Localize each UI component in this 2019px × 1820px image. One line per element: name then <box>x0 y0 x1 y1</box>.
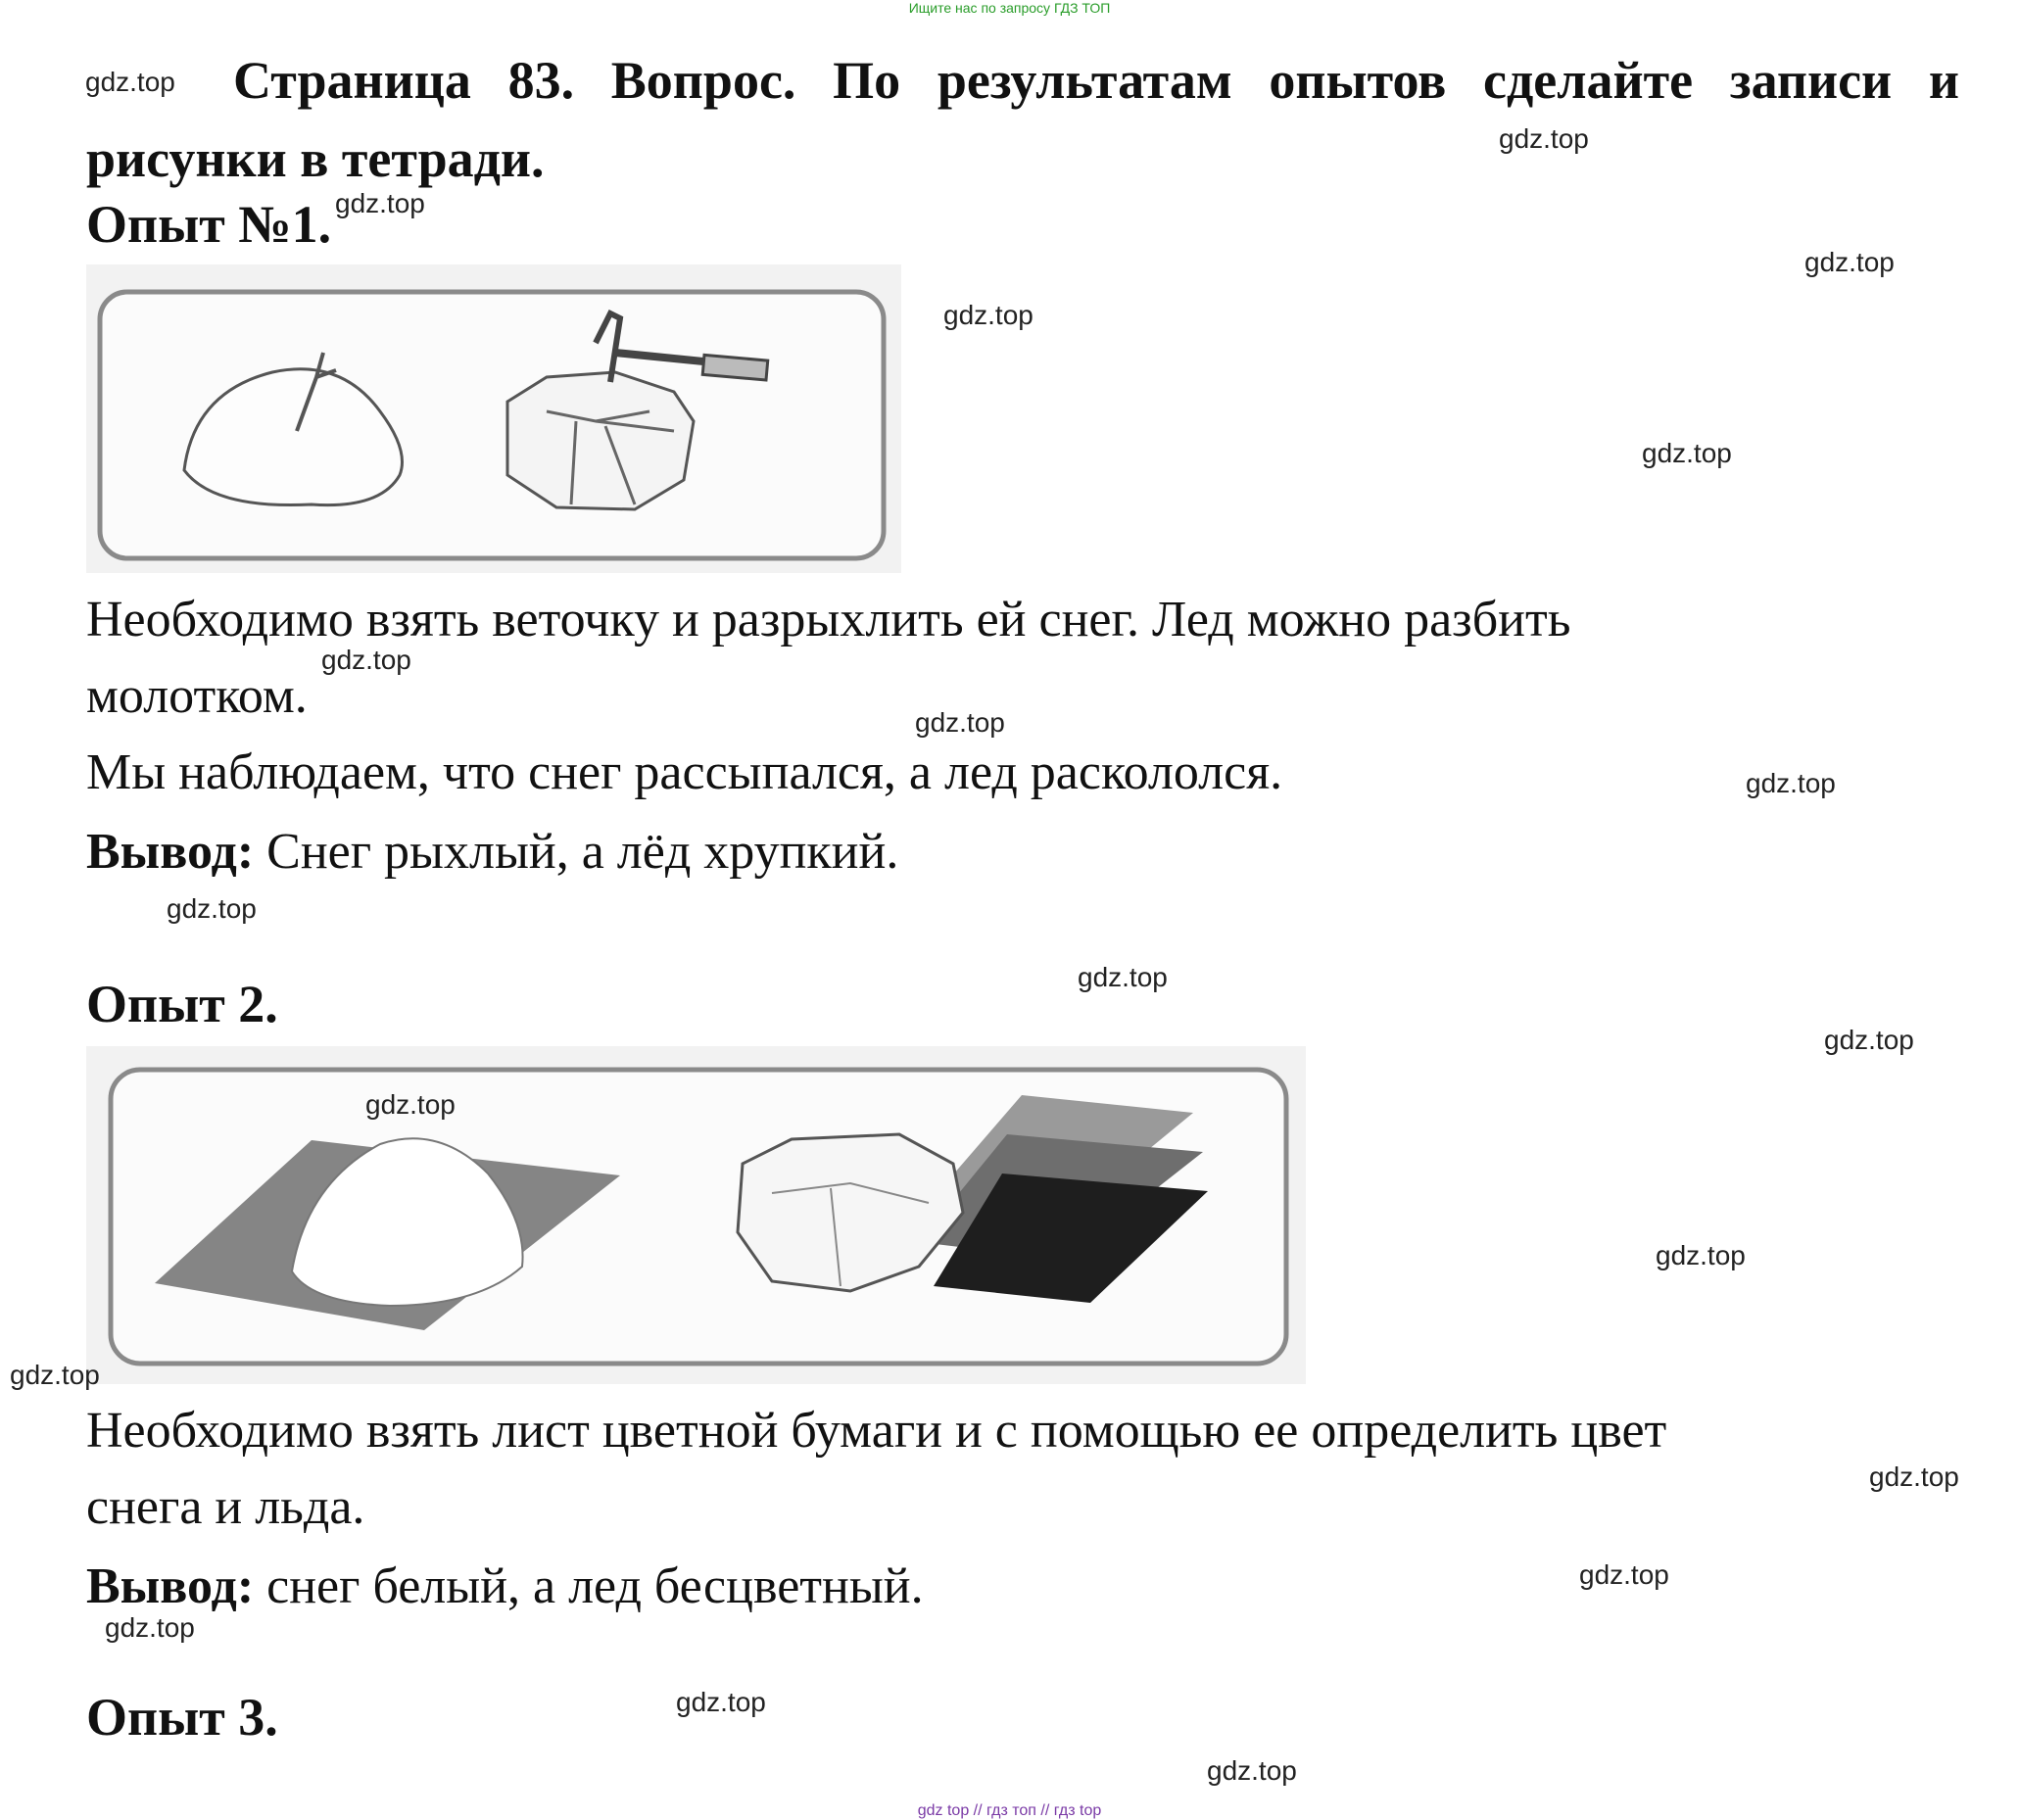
watermark: gdz.top <box>1869 1461 1959 1492</box>
top-banner[interactable]: Ищите нас по запросу ГДЗ ТОП <box>908 0 1111 16</box>
footer-links <box>0 1802 2019 1820</box>
watermark: gdz.top <box>167 893 257 924</box>
experiment-1-text: Необходимо взять веточку и разрыхлить ей снег. Лед можно разбить <box>86 592 1571 647</box>
footer-separator: // <box>1040 1802 1050 1819</box>
footer-link[interactable]: gdz top <box>917 1802 970 1819</box>
conclusion-label: Вывод: <box>86 1558 255 1614</box>
experiment-2-text-cont: снега и льда. <box>86 1479 365 1535</box>
watermark: gdz.top <box>10 1360 100 1390</box>
page-title: Страница 83. Вопрос. По результатам опытов сделайте записи и рисунки в тетради. <box>86 51 1959 188</box>
experiment-1-observation: Мы наблюдаем, что снег рассыпался, а лед раскололся. <box>86 744 1283 800</box>
experiment-1-heading: Опыт №1. <box>86 195 332 254</box>
watermark: gdz.top <box>676 1687 766 1717</box>
experiment-2-text: Необходимо взять лист цветной бумаги и с помощью ее определить цвет <box>86 1403 1667 1459</box>
conclusion-text: Снег рыхлый, а лёд хрупкий. <box>254 824 899 880</box>
watermark: gdz.top <box>1499 123 1589 154</box>
watermark: gdz.top <box>1656 1240 1746 1270</box>
watermark: gdz.top <box>85 67 175 97</box>
experiment-1-figure <box>86 264 901 573</box>
footer-link[interactable]: гдз top <box>1053 1802 1102 1819</box>
footer-separator: // <box>973 1802 983 1819</box>
conclusion-text: снег белый, а лед бесцветный. <box>254 1558 924 1614</box>
watermark: gdz.top <box>365 1089 456 1120</box>
watermark: gdz.top <box>1746 768 1836 798</box>
experiment-1-conclusion <box>86 823 898 881</box>
experiment-2-conclusion <box>86 1557 924 1615</box>
experiment-1-text-cont: молотком. <box>86 668 308 724</box>
experiment-2-heading: Опыт 2. <box>86 975 278 1033</box>
watermark: gdz.top <box>321 645 411 675</box>
watermark: gdz.top <box>915 707 1005 738</box>
experiment-2-figure <box>86 1046 1306 1384</box>
conclusion-label: Вывод: <box>86 824 255 880</box>
watermark: gdz.top <box>1804 247 1895 277</box>
watermark: gdz.top <box>1078 962 1168 992</box>
footer-link[interactable]: гдз топ <box>986 1802 1036 1819</box>
experiment-3-heading: Опыт 3. <box>86 1688 278 1747</box>
watermark: gdz.top <box>105 1612 195 1643</box>
watermark: gdz.top <box>1642 438 1732 468</box>
watermark: gdz.top <box>1579 1559 1669 1590</box>
watermark: gdz.top <box>1824 1025 1914 1055</box>
watermark: gdz.top <box>335 188 425 218</box>
watermark: gdz.top <box>943 300 1034 330</box>
watermark: gdz.top <box>1207 1755 1297 1786</box>
